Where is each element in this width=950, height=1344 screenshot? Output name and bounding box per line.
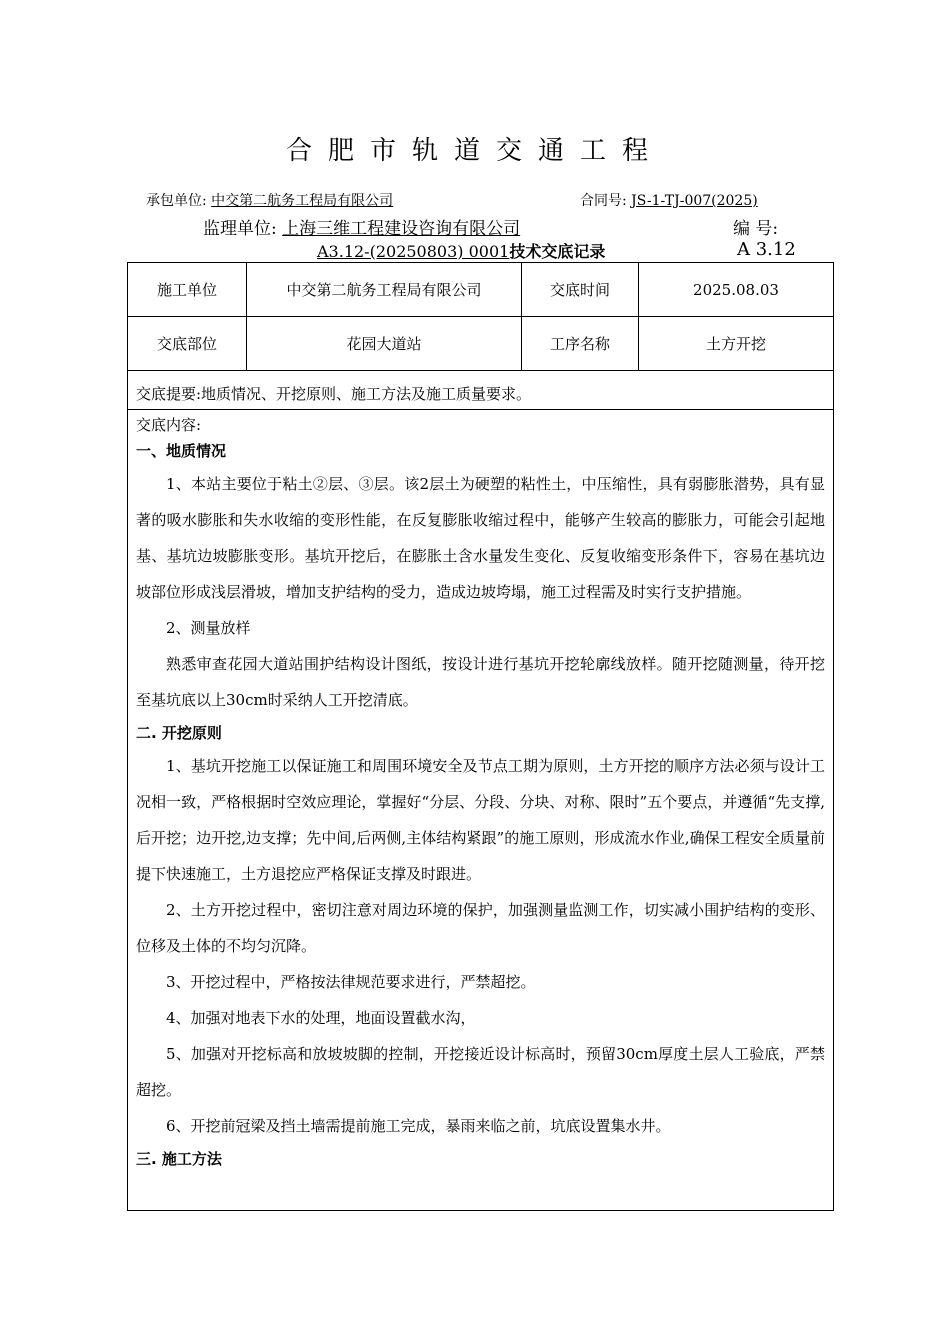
location-label: 交底部位 — [128, 317, 247, 371]
location-value: 花园大道站 — [247, 317, 522, 371]
construction-unit-label: 施工单位 — [128, 263, 247, 317]
handover-time-label: 交底时间 — [522, 263, 639, 317]
supervisor-label: 监理单位: — [203, 219, 277, 239]
contract-value: JS-1-TJ-007(2025) — [631, 193, 758, 209]
section-heading: 三. 施工方法 — [136, 1150, 222, 1168]
paragraph: 1、基坑开挖施工以保证施工和周围环境安全及节点工期为原则，土方开挖的顺序方法必须与设计工况相一致，严格根据时空效应理论，掌握好“分层、分段、分块、对称、限时”五个要点，并遵循“先支撑,后开挖；边开挖,边支撑；先中间,后两侧,主体结构紧跟”的施工原则，形成流水作业,确保工程安全质量前提下快速施工，土方退挖应严格保证支撑及时跟进。 — [136, 757, 825, 883]
contract-label: 合同号: — [580, 193, 627, 209]
content-box — [127, 409, 834, 1211]
section-heading: 二. 开挖原则 — [136, 724, 222, 742]
process-label: 工序名称 — [522, 317, 639, 371]
paragraph: 5、加强对开挖标高和放坡坡脚的控制，开挖接近设计标高时，预留30cm厚度土层人工验底，严禁超挖。 — [136, 1045, 825, 1099]
info-table — [127, 262, 834, 371]
table-row — [128, 317, 834, 371]
form-number: A 3.12 — [737, 239, 796, 260]
paragraph: 2、土方开挖过程中，密切注意对周边环境的保护，加强测量监测工作，切实减小围护结构的变形、位移及土体的不均匀沉降。 — [136, 901, 825, 955]
paragraph: 3、开挖过程中，严格按法律规范要求进行，严禁超挖。 — [166, 973, 536, 991]
supervisor-value: 上海三维工程建设咨询有限公司 — [282, 219, 521, 239]
process-value: 土方开挖 — [639, 317, 834, 371]
paragraph: 熟悉审查花园大道站围护结构设计图纸，按设计进行基坑开挖轮廓线放样。随开挖随测量，待开挖至基坑底以上30cm时采纳人工开挖清底。 — [136, 655, 825, 709]
summary-text: 交底提要:地质情况、开挖原则、施工方法及施工质量要求。 — [136, 385, 532, 403]
record-line — [317, 239, 605, 262]
number-label: 编 号: — [733, 219, 779, 239]
contractor-line — [146, 190, 393, 210]
record-code: A3.12-(20250803) 0001 — [317, 242, 510, 261]
paragraph: 2、测量放样 — [166, 619, 251, 637]
record-title: 技术交底记录 — [509, 242, 606, 261]
document-title: 合肥市轨道交通工程 — [285, 136, 664, 166]
paragraph: 1、本站主要位于粘土②层、③层。该2层土为硬塑的粘性土，中压缩性，具有弱膨胀潜势，具有显著的吸水膨胀和失水收缩的变形性能，在反复膨胀收缩过程中，能够产生较高的膨胀力，可能会引起地基、基坑边坡膨胀变形。基坑开挖后，在膨胀土含水量发生变化、反复收缩变形条件下，容易在基坑边坡部位形成浅层滑坡，增加支护结构的受力，造成边坡垮塌，施工过程需及时实行支护措施。 — [136, 475, 825, 601]
handover-time-value: 2025.08.03 — [639, 263, 834, 317]
table-row — [128, 263, 834, 317]
paragraph: 4、加强对地表下水的处理，地面设置截水沟， — [166, 1009, 476, 1027]
content-label: 交底内容: — [136, 416, 202, 434]
contractor-value: 中交第二航务工程局有限公司 — [211, 193, 394, 209]
construction-unit-value: 中交第二航务工程局有限公司 — [247, 263, 522, 317]
summary-box — [127, 370, 834, 410]
paragraph: 6、开挖前冠梁及挡土墙需提前施工完成，暴雨来临之前，坑底设置集水井。 — [166, 1117, 671, 1135]
contractor-label: 承包单位: — [146, 193, 207, 209]
section-heading: 一、地质情况 — [136, 442, 227, 460]
supervisor-line — [203, 214, 520, 239]
contract-line — [580, 190, 758, 210]
